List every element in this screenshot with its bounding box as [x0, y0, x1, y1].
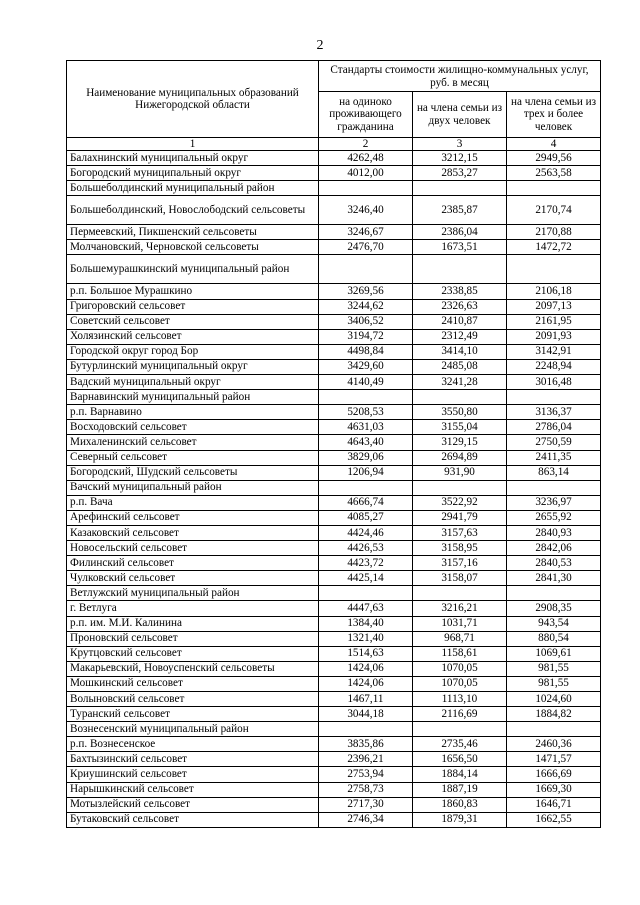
cost-family-two: 1031,71: [413, 616, 507, 631]
municipality-name: Нарышкинский сельсовет: [67, 782, 319, 797]
cost-family-two: [413, 480, 507, 495]
cost-family-two: 1070,05: [413, 676, 507, 691]
cost-family-three-plus: [507, 586, 601, 601]
municipality-name: Ветлужский муниципальный район: [67, 586, 319, 601]
column-number: 1: [67, 138, 319, 151]
cost-single: 1467,11: [319, 692, 413, 707]
table-row: [67, 390, 601, 405]
cost-single: 1321,40: [319, 631, 413, 646]
cost-family-two: 3158,07: [413, 571, 507, 586]
cost-family-three-plus: 1669,30: [507, 782, 601, 797]
municipality-name: Пермеевский, Пикшенский сельсоветы: [67, 225, 319, 240]
cost-family-three-plus: 1471,57: [507, 752, 601, 767]
header-family-of-two: на члена семьи из двух человек: [413, 92, 507, 138]
municipality-name: р.п. Вача: [67, 495, 319, 510]
municipality-name: Филинский сельсовет: [67, 556, 319, 571]
cost-single: 4012,00: [319, 166, 413, 181]
cost-family-three-plus: 981,55: [507, 661, 601, 676]
cost-single: 4424,46: [319, 525, 413, 540]
table-row: [67, 166, 601, 181]
municipality-name: Криушинский сельсовет: [67, 767, 319, 782]
cost-family-three-plus: 2411,35: [507, 450, 601, 465]
cost-family-two: 2485,08: [413, 359, 507, 374]
table-row: [67, 405, 601, 420]
cost-single: 3246,67: [319, 225, 413, 240]
table-row: [67, 435, 601, 450]
cost-single: 4423,72: [319, 556, 413, 571]
cost-family-three-plus: 2097,13: [507, 299, 601, 314]
municipality-name: Богородский, Шудский сельсоветы: [67, 465, 319, 480]
cost-family-two: 2941,79: [413, 510, 507, 525]
header-standards: Стандарты стоимости жилищно-коммунальных услуг, руб. в месяц: [319, 61, 601, 92]
cost-family-two: 1158,61: [413, 646, 507, 661]
table-row: [67, 495, 601, 510]
table-row: [67, 525, 601, 540]
municipality-name: Волыновский сельсовет: [67, 692, 319, 707]
cost-single: 1424,06: [319, 661, 413, 676]
housing-cost-standards-table: [66, 60, 601, 828]
cost-family-three-plus: 1472,72: [507, 240, 601, 255]
cost-family-two: 3550,80: [413, 405, 507, 420]
cost-single: 3246,40: [319, 196, 413, 225]
municipality-name: Вачский муниципальный район: [67, 480, 319, 495]
cost-single: 2746,34: [319, 812, 413, 827]
cost-family-three-plus: [507, 255, 601, 284]
table-row: [67, 722, 601, 737]
cost-family-two: 2410,87: [413, 314, 507, 329]
cost-family-two: [413, 586, 507, 601]
table-row: [67, 571, 601, 586]
table-row: [67, 556, 601, 571]
table-row: [67, 812, 601, 827]
cost-family-two: 968,71: [413, 631, 507, 646]
table-row: [67, 284, 601, 299]
table-row: [67, 646, 601, 661]
cost-single: 4666,74: [319, 495, 413, 510]
table-row: [67, 737, 601, 752]
table-row: [67, 375, 601, 390]
cost-single: [319, 181, 413, 196]
table-row: [67, 752, 601, 767]
cost-family-two: [413, 390, 507, 405]
cost-single: 4425,14: [319, 571, 413, 586]
cost-single: 4262,48: [319, 151, 413, 166]
cost-family-three-plus: 2170,74: [507, 196, 601, 225]
cost-single: 3835,86: [319, 737, 413, 752]
table-row: [67, 676, 601, 691]
table-row: [67, 465, 601, 480]
cost-family-two: 2338,85: [413, 284, 507, 299]
cost-family-two: 2386,04: [413, 225, 507, 240]
cost-single: 5208,53: [319, 405, 413, 420]
cost-family-two: 1860,83: [413, 797, 507, 812]
cost-family-three-plus: [507, 390, 601, 405]
cost-single: 4447,63: [319, 601, 413, 616]
table-row: [67, 299, 601, 314]
cost-family-two: 1113,10: [413, 692, 507, 707]
cost-single: 2753,94: [319, 767, 413, 782]
cost-family-three-plus: 3016,48: [507, 375, 601, 390]
cost-single: 3406,52: [319, 314, 413, 329]
cost-family-two: [413, 181, 507, 196]
municipality-name: Бутурлинский муниципальный округ: [67, 359, 319, 374]
cost-family-two: 1070,05: [413, 661, 507, 676]
cost-single: 3269,56: [319, 284, 413, 299]
municipality-name: Вадский муниципальный округ: [67, 375, 319, 390]
cost-single: 4631,03: [319, 420, 413, 435]
cost-family-two: 3241,28: [413, 375, 507, 390]
municipality-name: Советский сельсовет: [67, 314, 319, 329]
cost-family-three-plus: 2840,93: [507, 525, 601, 540]
cost-family-three-plus: 3142,91: [507, 344, 601, 359]
cost-single: 3194,72: [319, 329, 413, 344]
table-row: [67, 692, 601, 707]
cost-family-three-plus: 1024,60: [507, 692, 601, 707]
cost-family-three-plus: 1884,82: [507, 707, 601, 722]
cost-single: 2396,21: [319, 752, 413, 767]
municipality-name: г. Ветлуга: [67, 601, 319, 616]
cost-family-three-plus: 3136,37: [507, 405, 601, 420]
cost-single: 4643,40: [319, 435, 413, 450]
header-municipality: Наименование муниципальных образований Нижегородской области: [67, 61, 319, 138]
municipality-name: Бахтызинский сельсовет: [67, 752, 319, 767]
cost-single: 4140,49: [319, 375, 413, 390]
table-row: [67, 344, 601, 359]
cost-family-two: 1887,19: [413, 782, 507, 797]
cost-family-two: 2312,49: [413, 329, 507, 344]
cost-single: 4426,53: [319, 541, 413, 556]
table-row: [67, 359, 601, 374]
cost-family-three-plus: 1662,55: [507, 812, 601, 827]
table-row: [67, 151, 601, 166]
table-row: [67, 661, 601, 676]
cost-family-three-plus: 2750,59: [507, 435, 601, 450]
cost-family-three-plus: 2563,58: [507, 166, 601, 181]
cost-single: [319, 480, 413, 495]
table-row: [67, 510, 601, 525]
cost-family-two: 2735,46: [413, 737, 507, 752]
cost-family-three-plus: 2248,94: [507, 359, 601, 374]
municipality-name: Мотызлейский сельсовет: [67, 797, 319, 812]
cost-family-three-plus: 943,54: [507, 616, 601, 631]
cost-single: 3429,60: [319, 359, 413, 374]
municipality-name: Холязинский сельсовет: [67, 329, 319, 344]
table-row: [67, 586, 601, 601]
cost-single: 4498,84: [319, 344, 413, 359]
table-row: [67, 616, 601, 631]
cost-family-two: 3157,16: [413, 556, 507, 571]
municipality-name: Чулковский сельсовет: [67, 571, 319, 586]
cost-family-two: 3522,92: [413, 495, 507, 510]
municipality-name: Богородский муниципальный округ: [67, 166, 319, 181]
cost-single: 2717,30: [319, 797, 413, 812]
municipality-name: Варнавинский муниципальный район: [67, 390, 319, 405]
cost-family-two: 3129,15: [413, 435, 507, 450]
cost-family-two: 1884,14: [413, 767, 507, 782]
cost-single: 1206,94: [319, 465, 413, 480]
municipality-name: Михаленинский сельсовет: [67, 435, 319, 450]
cost-family-three-plus: 1069,61: [507, 646, 601, 661]
table-row: [67, 420, 601, 435]
cost-family-three-plus: 2840,53: [507, 556, 601, 571]
cost-single: 2476,70: [319, 240, 413, 255]
municipality-name: Новосельский сельсовет: [67, 541, 319, 556]
table-row: [67, 707, 601, 722]
municipality-name: Бутаковский сельсовет: [67, 812, 319, 827]
cost-single: [319, 586, 413, 601]
cost-family-three-plus: 2949,56: [507, 151, 601, 166]
cost-family-three-plus: 2908,35: [507, 601, 601, 616]
cost-family-two: 2694,89: [413, 450, 507, 465]
municipality-name: Григоровский сельсовет: [67, 299, 319, 314]
table-row: [67, 767, 601, 782]
cost-family-two: 3155,04: [413, 420, 507, 435]
header-family-of-three-plus: на члена семьи из трех и более человек: [507, 92, 601, 138]
table-row: [67, 782, 601, 797]
municipality-name: Восходовский сельсовет: [67, 420, 319, 435]
municipality-name: Городской округ город Бор: [67, 344, 319, 359]
table-row: [67, 541, 601, 556]
cost-single: [319, 722, 413, 737]
cost-family-two: 2326,63: [413, 299, 507, 314]
table-row: [67, 196, 601, 225]
table-row: [67, 450, 601, 465]
cost-family-three-plus: 2786,04: [507, 420, 601, 435]
cost-family-three-plus: 2170,88: [507, 225, 601, 240]
municipality-name: р.п. им. М.И. Калинина: [67, 616, 319, 631]
municipality-name: Казаковский сельсовет: [67, 525, 319, 540]
cost-family-three-plus: 880,54: [507, 631, 601, 646]
municipality-name: Арефинский сельсовет: [67, 510, 319, 525]
table-row: [67, 631, 601, 646]
cost-family-two: 2853,27: [413, 166, 507, 181]
cost-family-two: 931,90: [413, 465, 507, 480]
municipality-name: р.п. Большое Мурашкино: [67, 284, 319, 299]
column-number: 4: [507, 138, 601, 151]
table-row: [67, 329, 601, 344]
cost-family-two: 3158,95: [413, 541, 507, 556]
cost-single: 4085,27: [319, 510, 413, 525]
cost-single: 3044,18: [319, 707, 413, 722]
table-row: [67, 225, 601, 240]
municipality-name: Молчановский, Черновской сельсоветы: [67, 240, 319, 255]
cost-family-two: 3216,21: [413, 601, 507, 616]
cost-family-two: 1656,50: [413, 752, 507, 767]
cost-single: 2758,73: [319, 782, 413, 797]
cost-family-three-plus: 981,55: [507, 676, 601, 691]
municipality-name: Большемурашкинский муниципальный район: [67, 255, 319, 284]
municipality-name: Вознесенский муниципальный район: [67, 722, 319, 737]
table-row: [67, 314, 601, 329]
page-number: 2: [316, 38, 324, 53]
cost-family-three-plus: 2161,95: [507, 314, 601, 329]
cost-single: 1424,06: [319, 676, 413, 691]
table-body: [67, 151, 601, 828]
cost-family-two: 2116,69: [413, 707, 507, 722]
municipality-name: Крутцовский сельсовет: [67, 646, 319, 661]
table-row: [67, 255, 601, 284]
municipality-name: Туранский сельсовет: [67, 707, 319, 722]
cost-family-two: 3212,15: [413, 151, 507, 166]
cost-single: [319, 390, 413, 405]
cost-family-three-plus: 2091,93: [507, 329, 601, 344]
cost-single: [319, 255, 413, 284]
cost-family-three-plus: 2106,18: [507, 284, 601, 299]
municipality-name: р.п. Варнавино: [67, 405, 319, 420]
cost-family-two: 1673,51: [413, 240, 507, 255]
column-number: 3: [413, 138, 507, 151]
municipality-name: Балахнинский муниципальный округ: [67, 151, 319, 166]
cost-family-two: 2385,87: [413, 196, 507, 225]
cost-family-three-plus: [507, 480, 601, 495]
municipality-name: Большеболдинский муниципальный район: [67, 181, 319, 196]
cost-family-three-plus: [507, 181, 601, 196]
table-row: [67, 181, 601, 196]
cost-family-three-plus: 2841,30: [507, 571, 601, 586]
cost-family-three-plus: [507, 722, 601, 737]
cost-family-three-plus: 863,14: [507, 465, 601, 480]
cost-family-three-plus: 1666,69: [507, 767, 601, 782]
cost-family-two: 3414,10: [413, 344, 507, 359]
cost-family-two: [413, 255, 507, 284]
cost-single: 1384,40: [319, 616, 413, 631]
cost-family-three-plus: 2655,92: [507, 510, 601, 525]
municipality-name: р.п. Вознесенское: [67, 737, 319, 752]
municipality-name: Большеболдинский, Новослободский сельсоветы: [67, 196, 319, 225]
cost-single: 3829,06: [319, 450, 413, 465]
cost-family-three-plus: 1646,71: [507, 797, 601, 812]
cost-family-two: [413, 722, 507, 737]
cost-family-three-plus: 2842,06: [507, 541, 601, 556]
cost-family-two: 3157,63: [413, 525, 507, 540]
cost-family-two: 1879,31: [413, 812, 507, 827]
table-row: [67, 240, 601, 255]
cost-single: 1514,63: [319, 646, 413, 661]
municipality-name: Проновский сельсовет: [67, 631, 319, 646]
cost-family-three-plus: 2460,36: [507, 737, 601, 752]
cost-family-three-plus: 3236,97: [507, 495, 601, 510]
municipality-name: Макарьевский, Новоуспенский сельсоветы: [67, 661, 319, 676]
table-row: [67, 480, 601, 495]
municipality-name: Мошкинский сельсовет: [67, 676, 319, 691]
cost-single: 3244,62: [319, 299, 413, 314]
table-row: [67, 601, 601, 616]
column-number: 2: [319, 138, 413, 151]
table-row: [67, 797, 601, 812]
municipality-name: Северный сельсовет: [67, 450, 319, 465]
header-single-resident: на одиноко проживающего гражданина: [319, 92, 413, 138]
